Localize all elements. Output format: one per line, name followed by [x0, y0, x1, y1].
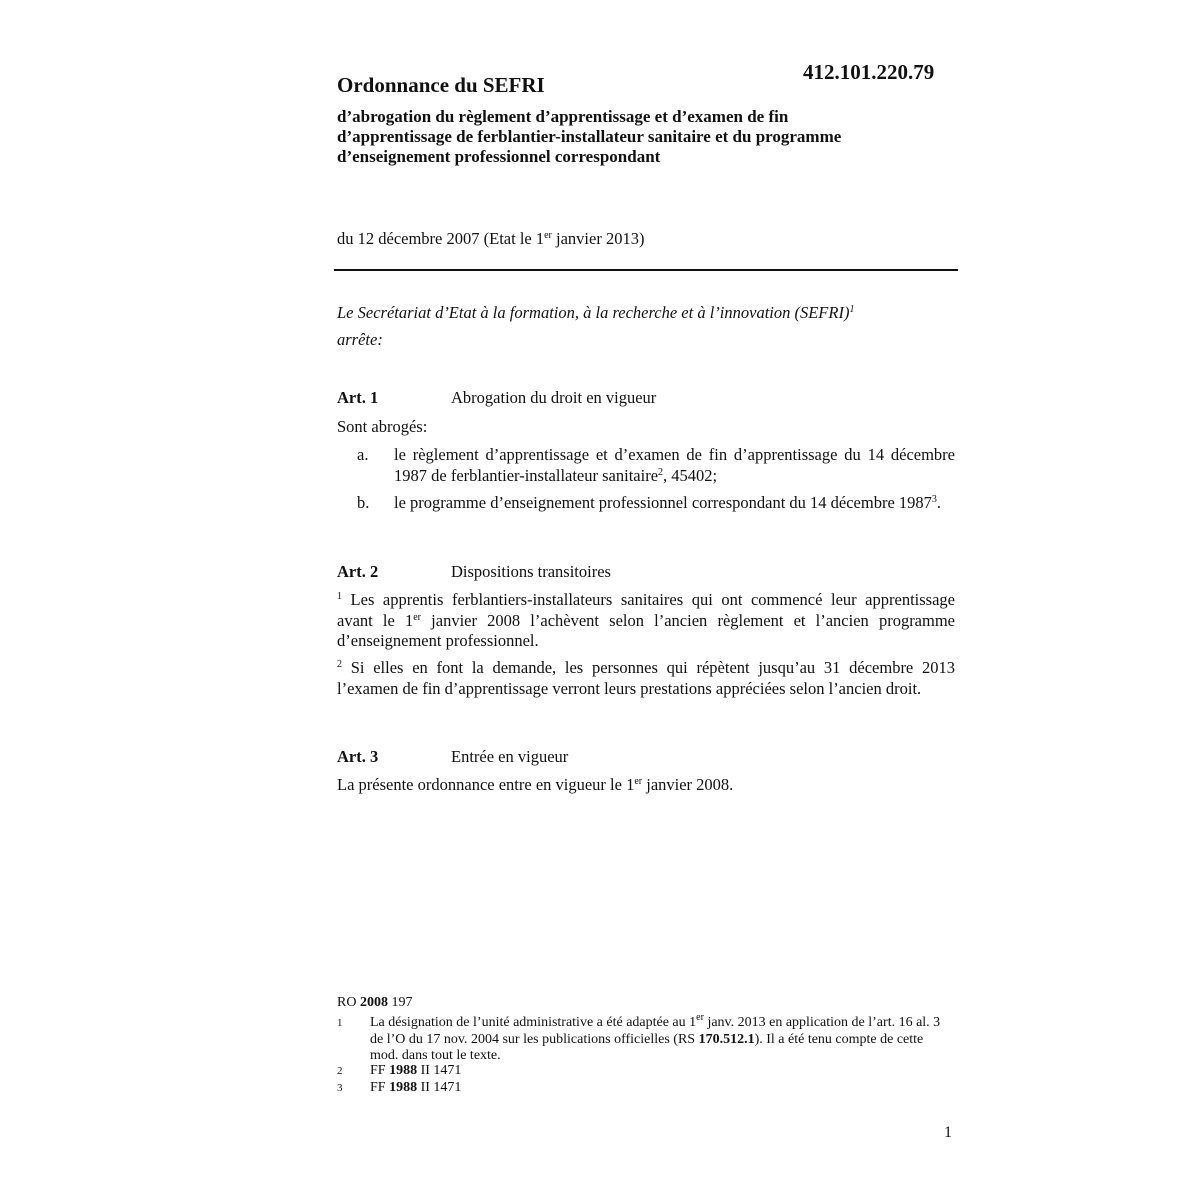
footnote-number: 1 — [337, 1017, 343, 1029]
page-subtitle: d’abrogation du règlement d’apprentissage et d’examen de fin d’apprentissage de ferblantier-installateur sanitaire et du programme d’enseignement professionnel correspondant — [337, 107, 842, 166]
footnote: 1 La désignation de l’unité administrative a été adaptée au 1er janv. 2013 en application de l’art. 16 al. 3 de l’O du 17 nov. 2004 sur les publications officielles (RS 170.512.1). Il a été tenu compte de cette mod. dans tout le texte. — [337, 1012, 941, 1063]
footnote-number: 3 — [337, 1082, 343, 1094]
footnote: 2 FF 1988 II 1471 — [337, 1063, 462, 1078]
preamble — [337, 299, 955, 353]
title-divider — [334, 269, 958, 271]
preamble-line: Le Secrétariat d’Etat à la formation, à la recherche et à l’innovation (SEFRI) — [337, 303, 850, 322]
article-2-heading — [337, 562, 611, 582]
article-number: Art. 3 — [337, 747, 379, 766]
footnote-ref: 3 — [931, 494, 937, 505]
article-2-paragraph-2: $^2$ Si elles en font la demande, les personnes qui répètent jusqu’au 31 décembre 2013 l’examen de fin d’apprentissage verront leurs prestations appréciées selon l’ancien droit. — [337, 658, 955, 698]
preamble-arrete: arrête: — [337, 330, 383, 349]
document-date: du 12 décembre 2007 (Etat le 1er janvier 2013) — [337, 229, 645, 248]
footnote-ref: 1 — [849, 304, 855, 315]
page-title: Ordonnance du SEFRI — [337, 73, 545, 97]
list-item: b. le programme d’enseignement professionnel correspondant du 14 décembre 1987$^3$. — [357, 493, 942, 512]
list-item-text: le règlement d’apprentissage et d’examen de fin d’apprentissage du 14 décembre 1987 de ferblantier-installateur sanitaire — [394, 445, 955, 485]
footnote-ro-reference: RO 2008 197 — [337, 995, 413, 1010]
article-2-paragraph-1: $^1$ Les apprentis ferblantiers-installateurs sanitaires qui ont commencé leur apprentissage avant le 1er janvier 2008 l’achèvent selon l’ancien règlement et l’ancien programme d’enseignement professionnel. — [337, 590, 956, 650]
article-number: Art. 2 — [337, 562, 379, 581]
page-number: 1 — [944, 1124, 952, 1141]
article-3-heading — [337, 747, 568, 767]
article-1-intro: Sont abrogés: — [337, 417, 428, 436]
article-title: Abrogation du droit en vigueur — [451, 388, 657, 407]
list-item-letter: a. — [357, 445, 369, 464]
list-item-letter: b. — [357, 493, 370, 512]
footnote: 3 FF 1988 II 1471 — [337, 1080, 462, 1095]
document-number: 412.101.220.79 — [803, 60, 935, 84]
article-3-paragraph: La présente ordonnance entre en vigueur le 1er janvier 2008. — [337, 775, 734, 794]
article-1-heading — [337, 388, 656, 408]
article-title: Entrée en vigueur — [451, 747, 569, 766]
article-number: Art. 1 — [337, 388, 379, 407]
article-title: Dispositions transitoires — [451, 562, 611, 581]
list-item-text: le programme d’enseignement professionnel correspondant du 14 décembre 1987 — [394, 493, 932, 512]
footnote-ref: 2 — [658, 466, 664, 478]
list-item: a. le règlement d’apprentissage et d’examen de fin d’apprentissage du 14 décembre 1987 de ferblantier-installateur sanitaire$^2$, 45402; — [357, 445, 955, 485]
footnote-number: 2 — [337, 1065, 343, 1077]
